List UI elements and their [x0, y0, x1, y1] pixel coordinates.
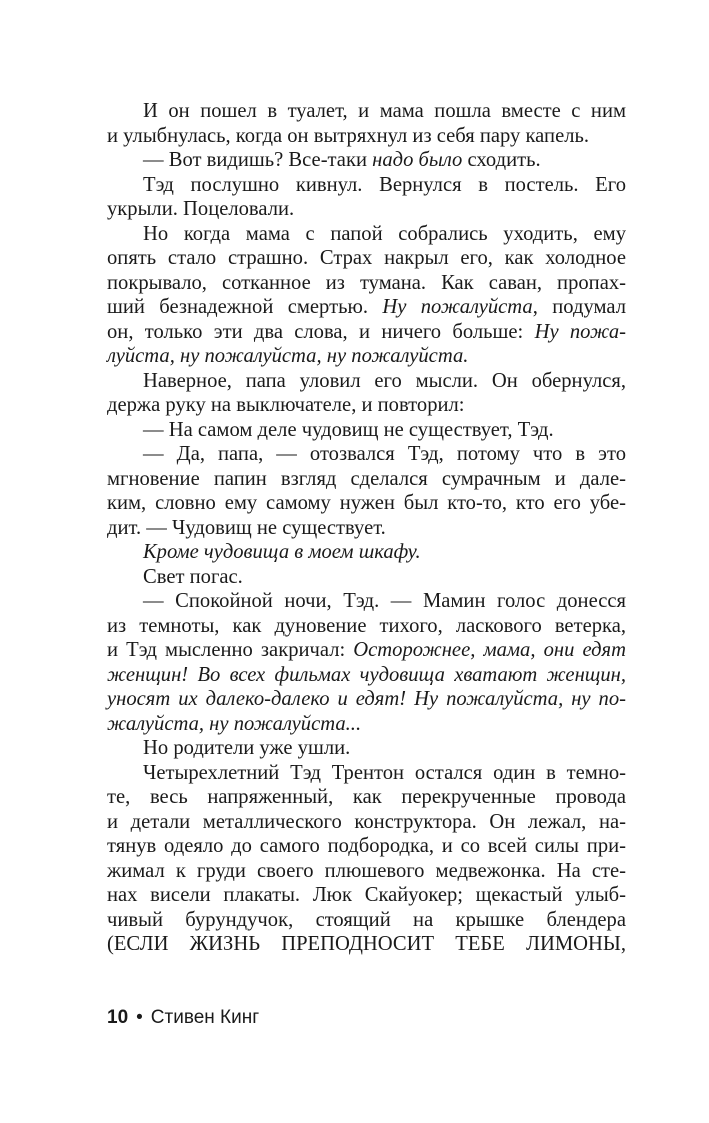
text-line	[107, 810, 626, 835]
text-line	[107, 908, 626, 933]
text-line	[107, 785, 626, 810]
paragraph	[107, 761, 626, 957]
text-line	[107, 614, 626, 639]
text-run: ший безнадежной смертью.	[107, 296, 383, 318]
text-run: опять стало страшно. Страх накрыл его, как холодное	[107, 247, 626, 269]
text-run: чивый бурундучок, стоящий на крышке блендера	[107, 908, 626, 931]
text-run: Свет погас.	[143, 565, 243, 588]
text-run: Наверное, папа уловил его мысли. Он обернулся,	[143, 369, 626, 392]
text-line	[107, 491, 626, 516]
text-line	[107, 516, 626, 541]
italic-text: Ну пожа-	[534, 320, 627, 343]
text-run: покрывало, сотканное из тумана. Как саван, пропах-	[107, 271, 626, 294]
text-run: тянув одеяло до самого подбородка, и со всей силы при-	[107, 835, 626, 857]
italic-text: женщин! Во всех фильмах чудовища хватают женщин,	[107, 663, 626, 686]
paragraph	[107, 565, 626, 590]
paragraph	[107, 736, 626, 761]
text-run: (ЕСЛИ ЖИЗНЬ ПРЕПОДНОСИТ ТЕБЕ ЛИМОНЫ,	[107, 933, 626, 955]
text-line	[107, 540, 626, 565]
paragraph	[107, 589, 626, 736]
page-body	[107, 99, 626, 957]
text-run: Четырехлетний Тэд Трентон остался один в темно-	[143, 761, 626, 784]
paragraph	[107, 442, 626, 540]
paragraph	[107, 540, 626, 565]
text-line	[107, 761, 626, 786]
text-line	[107, 859, 626, 884]
text-line	[107, 173, 626, 198]
text-run: держа руку на выключателе, и повторил:	[107, 394, 465, 416]
text-run: дит. — Чудовищ не существует.	[107, 516, 386, 539]
text-run: мгновение папин взгляд сделался сумрачным и дале-	[107, 467, 626, 490]
text-line	[107, 638, 626, 663]
text-line	[107, 467, 626, 492]
text-line	[107, 246, 626, 271]
italic-text: Ну пожалуйста	[382, 296, 533, 318]
paragraph	[107, 173, 626, 222]
text-line	[107, 369, 626, 394]
italic-text: Осторожнее, мама, они едят	[353, 639, 626, 661]
page-footer	[107, 1007, 259, 1029]
text-line	[107, 295, 626, 320]
text-run: те, весь напряженный, как перекрученные провода	[107, 786, 626, 808]
italic-text: Кроме чудовища в моем шкафу.	[143, 541, 421, 563]
text-run: из темноты, как дуновение тихого, ласкового ветерка,	[107, 614, 626, 637]
text-run: — На самом деле чудовищ не существует, Тэд.	[143, 418, 554, 441]
text-line	[107, 565, 626, 590]
paragraph	[107, 418, 626, 443]
text-line	[107, 320, 626, 345]
paragraph	[107, 99, 626, 148]
text-line	[107, 271, 626, 296]
text-line	[107, 418, 626, 443]
italic-text: уносят их далеко-далеко и едят! Ну пожалуйста, ну по-	[107, 688, 626, 710]
text-run: укрыли. Поцеловали.	[107, 198, 295, 220]
text-run: и улыбнулась, когда он вытряхнул из себя пару капель.	[107, 124, 590, 147]
text-run: он, только эти два слова, и ничего больше:	[107, 320, 535, 343]
text-line	[107, 834, 626, 859]
text-run: сходить.	[462, 149, 541, 171]
text-run: Тэд послушно кивнул. Вернулся в постель. Его	[143, 173, 626, 196]
text-run: и детали металлического конструктора. Он лежал, на-	[107, 810, 626, 833]
page-number: 10	[107, 1007, 129, 1028]
text-line	[107, 442, 626, 467]
footer-bullet: •	[136, 1007, 143, 1028]
text-line	[107, 197, 626, 222]
paragraph	[107, 369, 626, 418]
running-author: Стивен Кинг	[150, 1007, 260, 1028]
text-run: — Вот видишь? Все-таки	[143, 149, 373, 171]
text-line	[107, 344, 626, 369]
text-run: И он пошел в туалет, и мама пошла вместе с ним	[143, 100, 626, 122]
text-run: ким, словно ему самому нужен был кто-то, кто его убе-	[107, 492, 626, 514]
text-run: — Да, папа, — отозвался Тэд, потому что в это	[143, 443, 626, 465]
text-run: Но родители уже ушли.	[143, 737, 351, 759]
text-run: Но когда мама с папой собрались уходить, ему	[143, 222, 626, 245]
italic-text: жалуйста, ну пожалуйста...	[107, 712, 362, 735]
text-line	[107, 589, 626, 614]
text-run: жимал к груди своего плюшевого медвежонка. На сте-	[107, 859, 626, 882]
paragraph	[107, 222, 626, 369]
text-run: — Спокойной ночи, Тэд. — Мамин голос донесся	[143, 590, 626, 612]
italic-text: луйста, ну пожалуйста, ну пожалуйста.	[107, 345, 469, 367]
text-line	[107, 99, 626, 124]
text-line	[107, 222, 626, 247]
text-line	[107, 712, 626, 737]
text-run: нах висели плакаты. Люк Скайуокер; щекастый улыб-	[107, 884, 626, 906]
paragraph	[107, 148, 626, 173]
text-run: , подумал	[532, 296, 626, 318]
text-line	[107, 148, 626, 173]
text-line	[107, 883, 626, 908]
text-line	[107, 932, 626, 957]
text-line	[107, 663, 626, 688]
italic-text: надо было	[372, 149, 463, 171]
text-line	[107, 687, 626, 712]
text-run: и Тэд мысленно закричал:	[107, 639, 354, 661]
text-line	[107, 393, 626, 418]
text-line	[107, 124, 626, 149]
text-line	[107, 736, 626, 761]
